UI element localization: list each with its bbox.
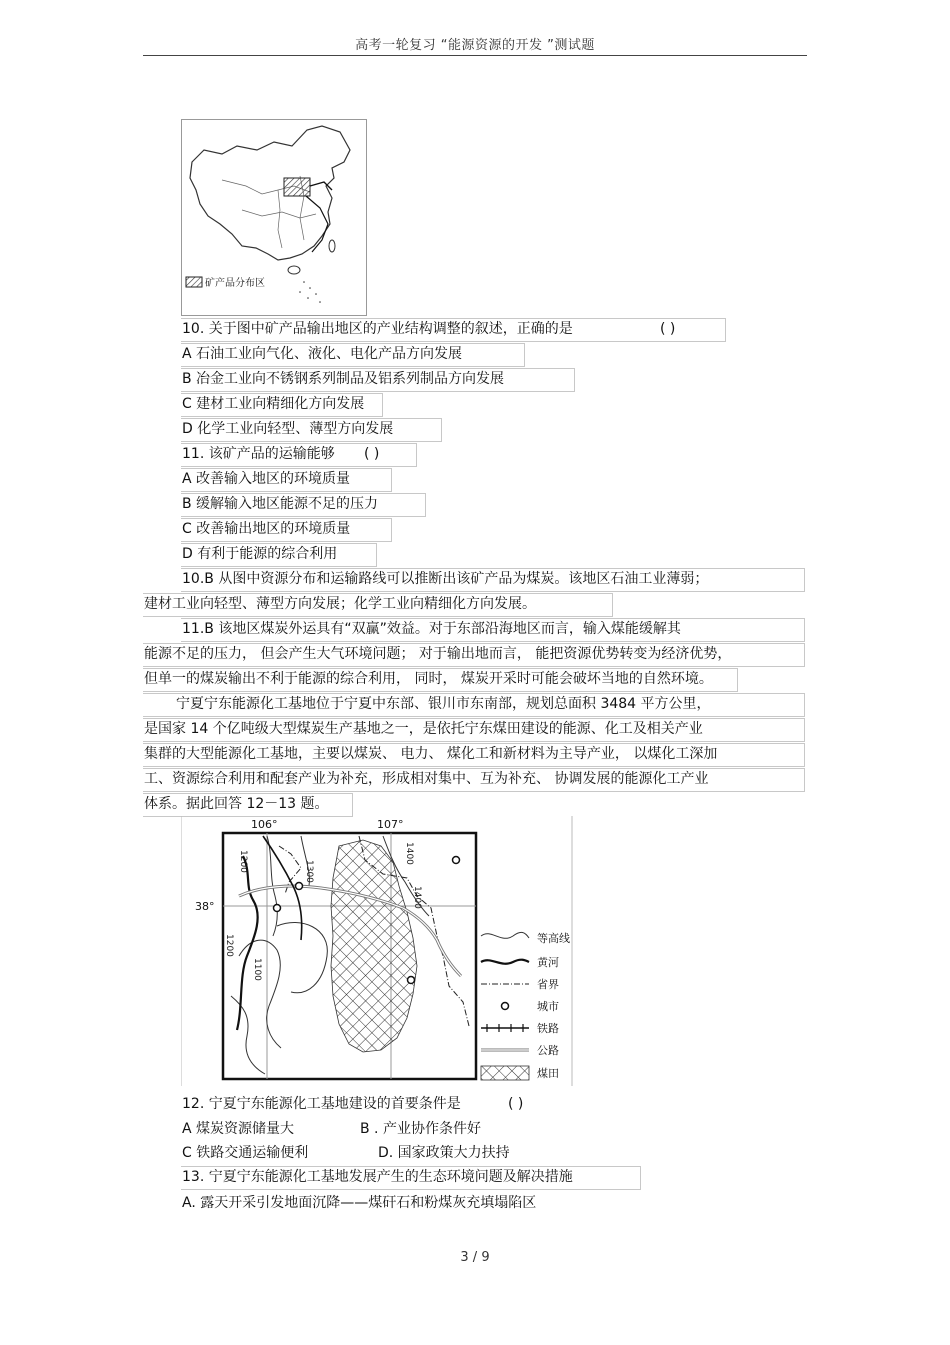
lon-107-label: 107° xyxy=(377,818,404,831)
page-number: 3 / 9 xyxy=(460,1250,490,1265)
q11-option-a: A 改善输入地区的环境质量 xyxy=(182,471,351,487)
q10-stem: 10. 关于图中矿产品输出地区的产业结构调整的叙述，正确的是 xyxy=(182,321,573,337)
legend-city-swatch xyxy=(502,1003,509,1010)
city-marker xyxy=(274,905,281,912)
passage-line1: 宁夏宁东能源化工基地位于宁夏中东部、银川市东南部，规划总面积 3484 平方公里， xyxy=(176,696,711,712)
legend-highway-label: 公路 xyxy=(537,1044,559,1057)
answer-10-line1: 10.B 从图中资源分布和运输路线可以推断出该矿产品为煤炭。该地区石油工业薄弱； xyxy=(182,571,709,587)
contour-label: 1200 xyxy=(238,850,248,873)
q12-option-c: C 铁路交通运输便利 xyxy=(182,1145,309,1161)
q10-answer-paren: ( ) xyxy=(660,321,676,337)
answer-11-line3: 但单一的煤炭输出不利于能源的综合利用， 同时， 煤炭开采时可能会破坏当地的自然环境。 xyxy=(144,671,713,687)
answer-10-line2: 建材工业向轻型、薄型方向发展；化学工业向精细化方向发展。 xyxy=(144,596,536,612)
china-outline xyxy=(190,126,350,260)
q11-option-c: C 改善输出地区的环境质量 xyxy=(182,521,351,537)
q11-option-b: B 缓解输入地区能源不足的压力 xyxy=(182,496,379,512)
q12-option-b: B . 产业协作条件好 xyxy=(360,1121,481,1137)
ningdong-map-svg xyxy=(181,816,573,1086)
answer-11-line1: 11.B 该地区煤炭外运具有“双赢”效益。对于东部沿海地区而言，输入煤能缓解其 xyxy=(182,621,681,637)
q12-stem: 12. 宁夏宁东能源化工基地建设的首要条件是 xyxy=(182,1096,461,1112)
q10-option-d: D 化学工业向轻型、薄型方向发展 xyxy=(182,421,394,437)
lat-38-label: 38° xyxy=(195,900,215,913)
q10-option-c: C 建材工业向精细化方向发展 xyxy=(182,396,365,412)
passage-line2: 是国家 14 个亿吨级大型煤炭生产基地之一，是依托宁东煤田建设的能源、化工及相关产业 xyxy=(144,721,703,737)
legend-coalfield-swatch xyxy=(481,1066,529,1080)
q12-answer-paren: ( ) xyxy=(508,1096,524,1112)
q13-stem: 13. 宁夏宁东能源化工基地发展产生的生态环境问题及解决措施 xyxy=(182,1169,573,1185)
q10-option-a: A 石油工业向气化、液化、电化产品方向发展 xyxy=(182,346,463,362)
q11-option-d: D 有利于能源的综合利用 xyxy=(182,546,338,562)
q10-option-b: B 冶金工业向不锈钢系列制品及铝系列制品方向发展 xyxy=(182,371,505,387)
china-map-svg xyxy=(182,120,366,315)
legend-coalfield-label: 煤田 xyxy=(537,1067,559,1080)
contour-label: 1400 xyxy=(404,842,414,865)
city-marker xyxy=(408,977,415,984)
q11-stem: 11. 该矿产品的运输能够 xyxy=(182,446,335,462)
city-marker xyxy=(453,857,460,864)
contour-label: 1200 xyxy=(224,934,234,957)
mineral-area xyxy=(284,178,310,196)
q13-option-a: A. 露天开采引发地面沉降——煤矸石和粉煤灰充填塌陷区 xyxy=(182,1195,537,1211)
contour-label: 1300 xyxy=(304,860,314,883)
lon-106-label: 106° xyxy=(251,818,278,831)
map1-legend-label: 矿产品分布区 xyxy=(205,278,265,289)
legend-contour-swatch xyxy=(481,932,529,938)
page-header: 高考一轮复习 “能源资源的开发 ”测试题 xyxy=(355,38,595,53)
china-mineral-map xyxy=(181,119,367,316)
header-rule xyxy=(143,55,807,56)
q11-answer-paren: ( ) xyxy=(364,446,380,462)
legend-river-label: 黄河 xyxy=(537,956,559,969)
contour-label: 1100 xyxy=(252,958,262,981)
ningdong-map xyxy=(181,816,573,1086)
legend-border-label: 省界 xyxy=(537,978,559,991)
q12-option-d: D. 国家政策大力扶持 xyxy=(378,1145,510,1161)
legend-railway-label: 铁路 xyxy=(537,1022,559,1035)
passage-line5: 体系。据此回答 12－13 题。 xyxy=(144,796,329,812)
legend-hatch-swatch xyxy=(186,277,202,287)
contour-label: 1400 xyxy=(412,886,422,909)
passage-line4: 工、资源综合利用和配套产业为补充，形成相对集中、互为补充、 协调发展的能源化工产业 xyxy=(144,771,709,787)
legend-river-swatch xyxy=(481,960,529,964)
city-marker xyxy=(296,883,303,890)
legend-city-label: 城市 xyxy=(537,1000,559,1013)
legend-contour-label: 等高线 xyxy=(537,932,570,945)
q12-option-a: A 煤炭资源储量大 xyxy=(182,1121,295,1137)
passage-line3: 集群的大型能源化工基地，主要以煤炭、 电力、 煤化工和新材料为主导产业， 以煤化工深加 xyxy=(144,746,718,762)
answer-11-line2: 能源不足的压力， 但会产生大气环境问题； 对于输出地而言， 能把资源优势转变为经济优势， xyxy=(144,646,732,662)
